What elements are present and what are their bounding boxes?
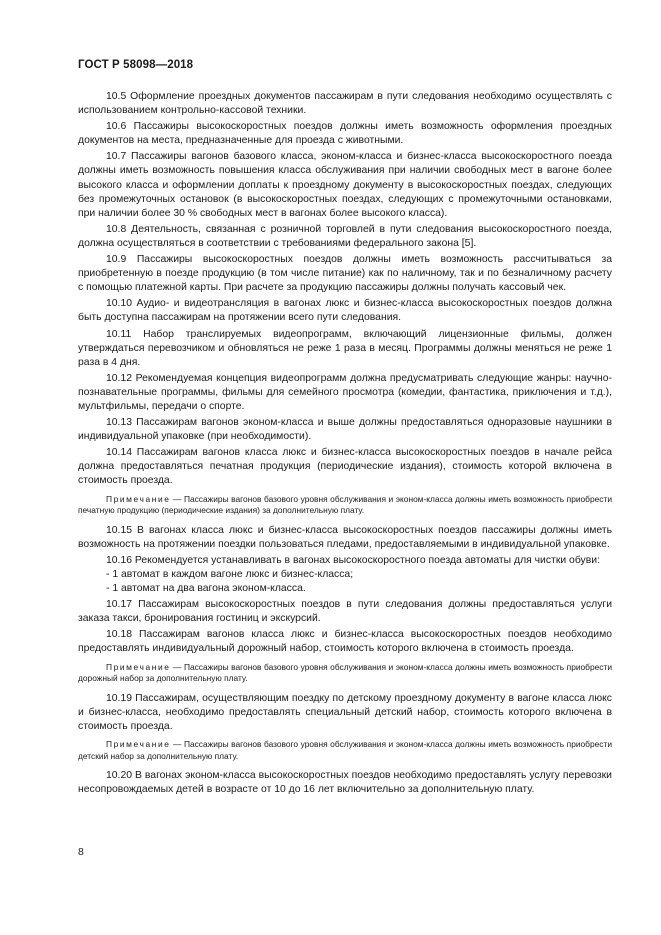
clause-paragraph: 10.5 Оформление проездных документов пассажирам в пути следования необходимо осуществлять с использованием контрольно-кассовой техники. (78, 91, 612, 117)
clause-paragraph: 10.17 Пассажирам высокоскоростных поездов в пути следования должны предоставляться услуги заказа такси, бронирования гостиниц и экскурсий. (78, 599, 612, 625)
clause-paragraph: 10.14 Пассажирам вагонов класса люкс и бизнес-класса высокоскоростных поездов в начале рейса должна предоставляться печатная продукция (периодические издания), стоимость которой включена в стоимость проезда. (78, 447, 612, 487)
clause-paragraph: 10.19 Пассажирам, осуществляющим поездку по детскому проездному документу в вагоне класса люкс и бизнес-класса, необходимо предоставлять специальный детский набор, стоимость которого включена в стоимость проезда. (78, 692, 612, 732)
note-text: — Пассажиры вагонов базового уровня обслуживания и эконом-класса должны иметь возможность приобрести печатную продукцию (периодические издания) за дополнительную плату. (78, 493, 612, 516)
list-item: - 1 автомат в каждом вагоне люкс и бизнес-класса; (106, 569, 354, 580)
clause-paragraph: 10.8 Деятельность, связанная с розничной торговлей в пути следования высокоскоростного поезда, должна осуществляться в соответствии с требованиями федерального закона [5]. (78, 223, 612, 249)
page-number: 8 (78, 846, 84, 858)
clause-paragraph: 10.12 Рекомендуемая концепция видеопрограмм должна предусматривать следующие жанры: научно-познавательные программы, фильмы для семейного просмотра (комедии, фантастика, приключения и т.д.), мультфильмы, передачи о спорте. (78, 372, 612, 412)
clause-paragraph: 10.16 Рекомендуется устанавливать в вагонах высокоскоростного поезда автоматы для чистки обуви: (106, 554, 600, 566)
clause-paragraph: 10.11 Набор транслируемых видеопрограмм, включающий лицензионные фильмы, должен утверждаться перевозчиком и обновляться не реже 1 раза в месяц. Программы должны меняться не реже 1 раза в 4 дня. (78, 328, 612, 368)
document-body (78, 88, 612, 797)
note-paragraph (78, 494, 612, 517)
clause-paragraph: 10.10 Аудио- и видеотрансляция в вагонах люкс и бизнес-класса высокоскоростных поездов должна быть доступна пассажирам на протяжении всего пути следования. (78, 298, 612, 324)
note-text: — Пассажиры вагонов базового уровня обслуживания и эконом-класса должны иметь возможность приобрести детский набор за дополнительную плату. (78, 739, 612, 761)
clause-paragraph: 10.13 Пассажирам вагонов эконом-класса и выше должны предоставляться одноразовые наушники в индивидуальной упаковке (при необходимости). (78, 417, 612, 443)
note-label: Примечание (106, 493, 171, 504)
note-paragraph (78, 662, 612, 685)
document-header: ГОСТ Р 58098—2018 (78, 59, 194, 71)
note-label: Примечание (106, 661, 171, 672)
note-paragraph (78, 739, 612, 762)
note-label: Примечание (106, 739, 171, 750)
clause-paragraph: 10.6 Пассажиры высокоскоростных поездов должны иметь возможность оформления проездных документов на места, предназначенные для проезда с животными. (78, 121, 612, 147)
clause-paragraph: 10.15 В вагонах класса люкс и бизнес-класса высокоскоростных поездов пассажиры должны иметь возможность на протяжении поездки пользоваться пледами, предоставляемыми в индивидуальной упаковке. (78, 524, 612, 550)
note-text: — Пассажиры вагонов базового уровня обслуживания и эконом-класса должны иметь возможность приобрести дорожный набор за дополнительную плату. (78, 661, 612, 684)
list-item: - 1 автомат на два вагона эконом-класса. (106, 583, 306, 595)
clause-paragraph: 10.18 Пассажирам вагонов класса люкс и бизнес-класса высокоскоростных поездов необходимо предоставлять индивидуальный дорожный набор, стоимость которого включена в стоимость проезда. (78, 629, 612, 655)
clause-paragraph: 10.20 В вагонах эконом-класса высокоскоростных поездов необходимо предоставлять услугу перевозки несопровождаемых детей в возрасте от 10 до 16 лет включительно за дополнительную плату. (78, 770, 612, 796)
clause-paragraph: 10.7 Пассажиры вагонов базового класса, эконом-класса и бизнес-класса высокоскоростного поезда должны иметь возможность повышения класса обслуживания при наличии свободных мест в вагоне более высокого класса и оформлении доплаты к проездному документу в высокоскоростных поездах, следующих без промежуточных остановок (в высокоскоростных поездах, следующих с промежуточными остановками, при наличии более 30 % свободных мест в вагонах более высокого класса). (78, 151, 612, 219)
clause-paragraph: 10.9 Пассажиры высокоскоростных поездов должны иметь возможность рассчитываться за приобретенную в поезде продукцию (в том числе питание) как по наличному, так и по безналичному расчету с помощью платежной карты. При расчете за продукцию пассажиры должны получать кассовый чек. (78, 254, 612, 294)
